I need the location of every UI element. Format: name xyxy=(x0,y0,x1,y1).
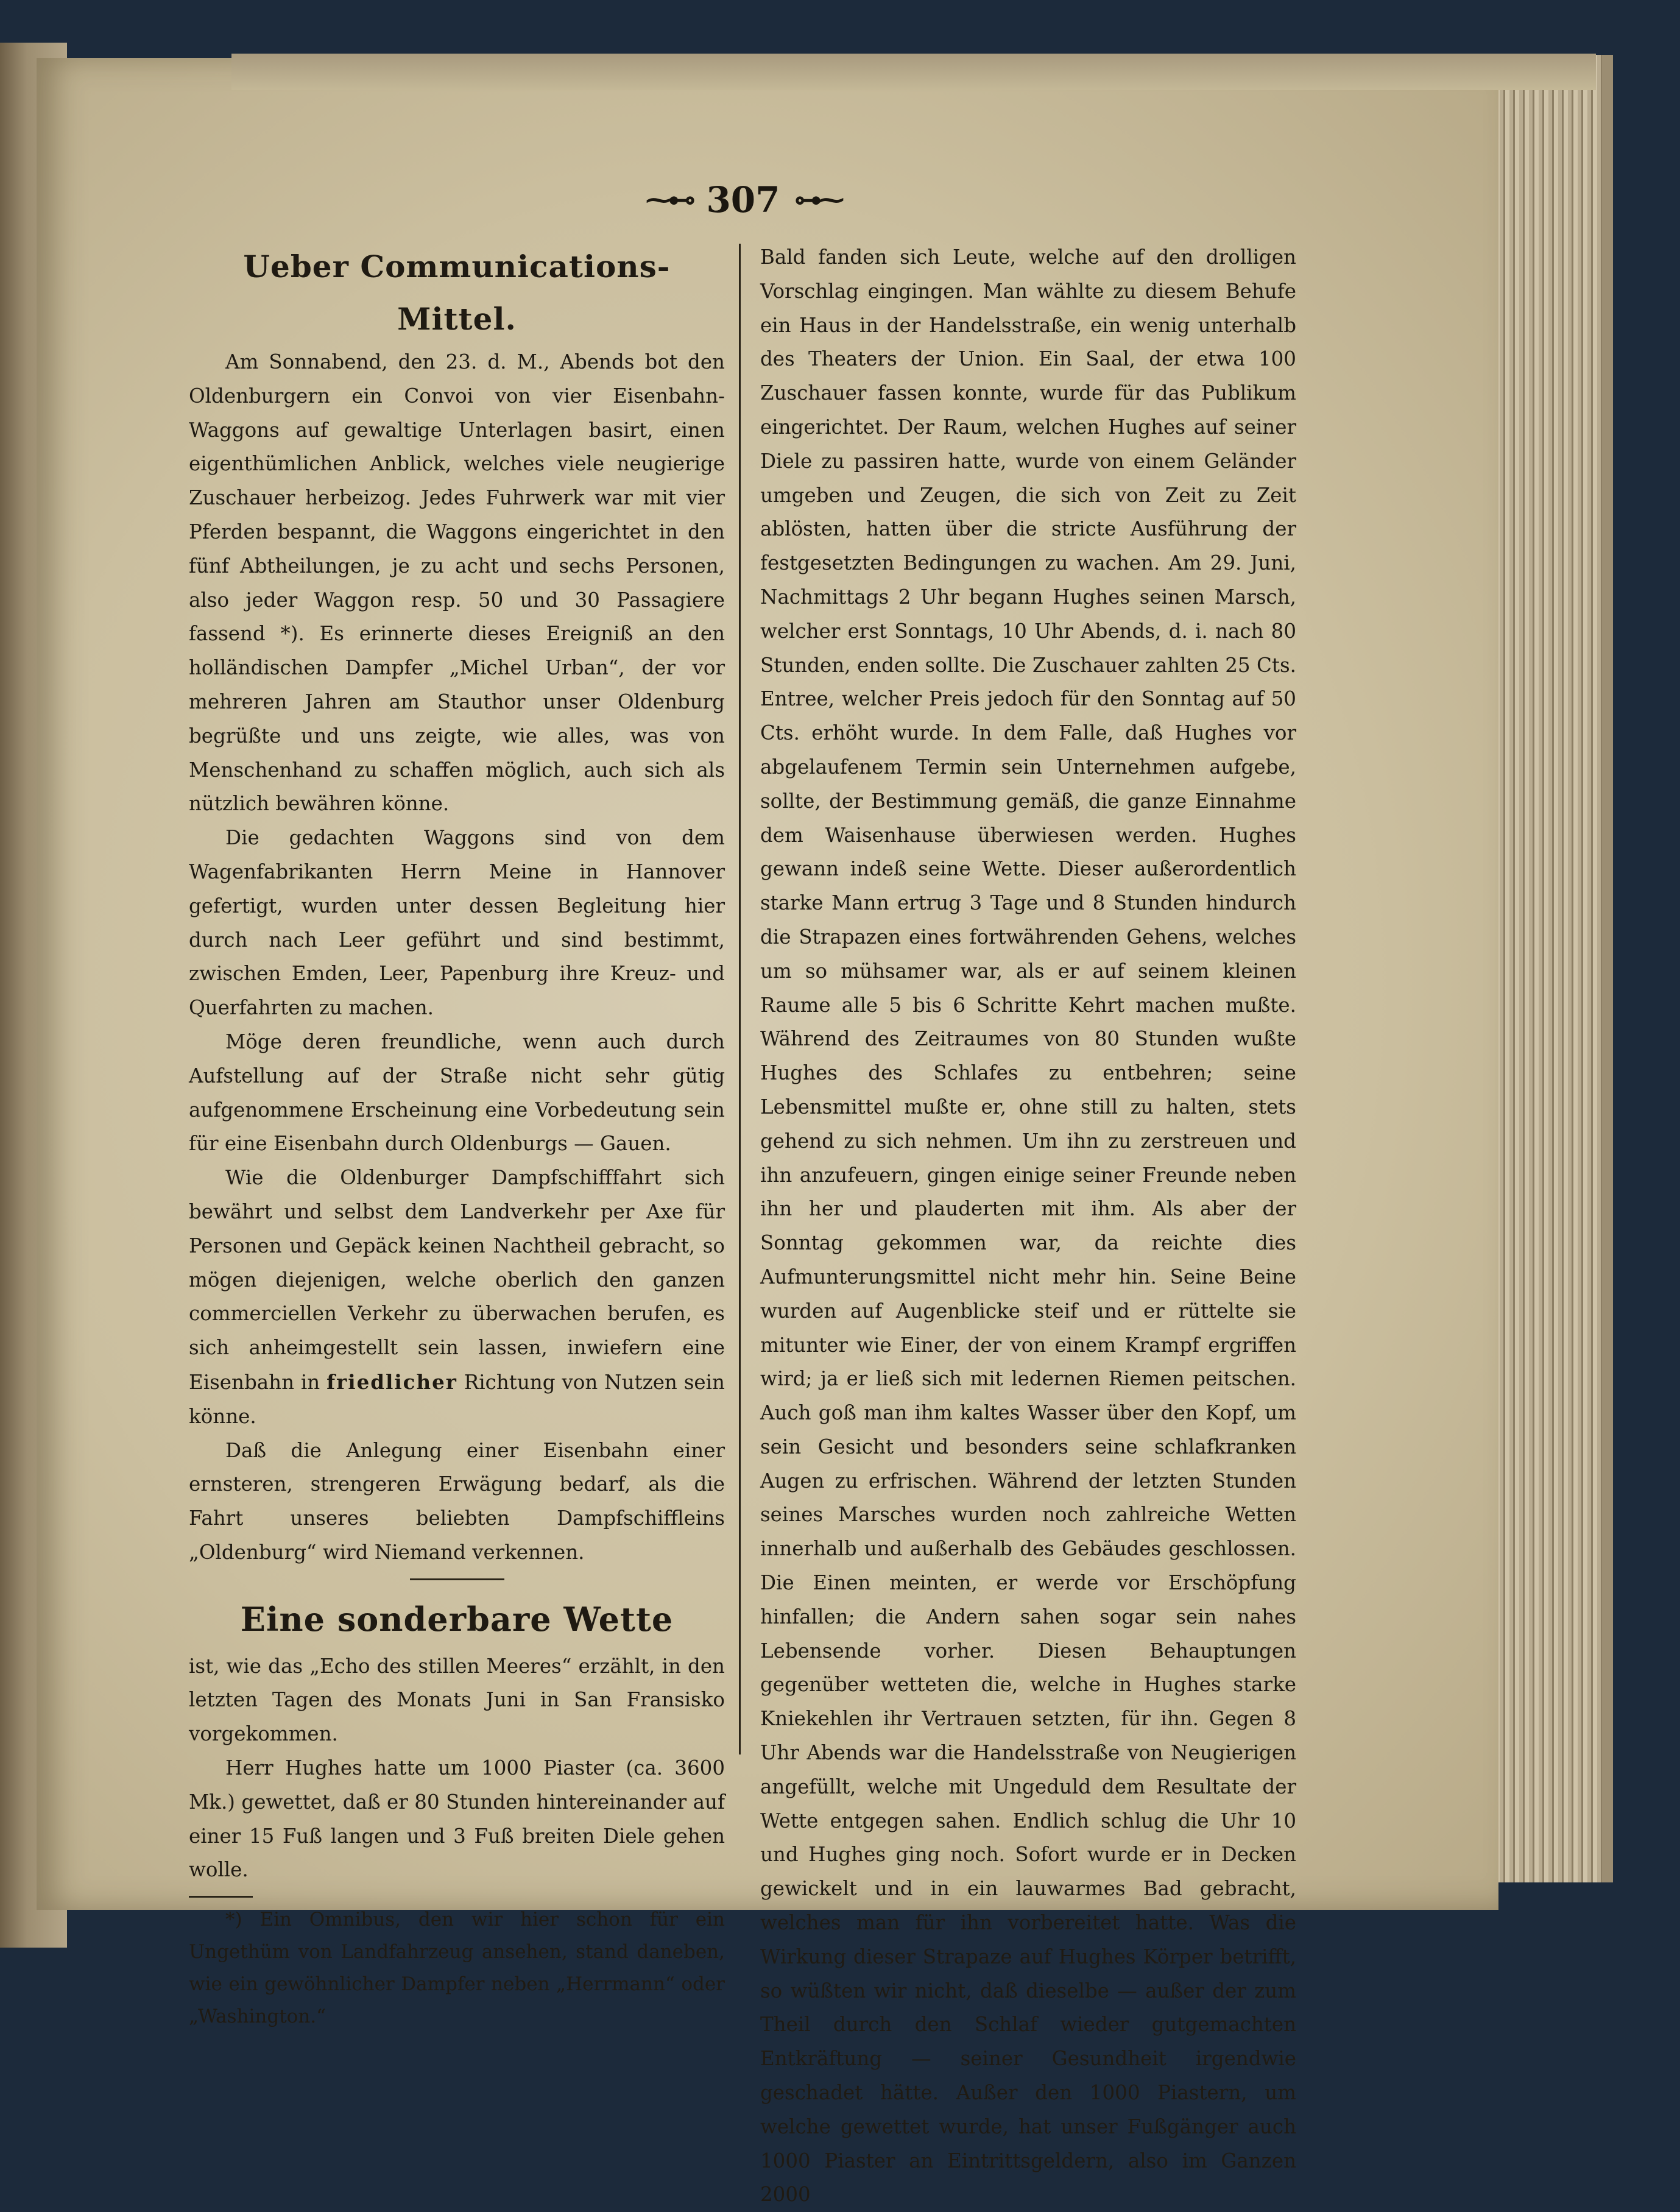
page-stack-edge xyxy=(1480,55,1613,1882)
ornament-left-icon: ⁓⊷ xyxy=(645,184,692,216)
footnote-rule xyxy=(189,1896,253,1898)
paragraph xyxy=(189,1161,725,1433)
left-column xyxy=(189,241,725,2033)
page-number-header xyxy=(615,175,871,224)
paragraph: Bald fanden sich Leute, welche auf den drolligen Vorschlag eingingen. Man wählte zu diesem Behufe ein Haus in der Handelsstraße, ein wenig unterhalb des Theaters der Union. Ein Saal, der etwa 100 Zuschauer fassen konnte, wurde für das Publikum eingerichtet. Der Raum, welchen Hughes auf seiner Diele zu passiren hatte, wurde von einem Geländer umgeben und Zeugen, die sich von Zeit zu Zeit ablösten, hatten über die stricte Ausführung der festgesetzten Bedingungen zu wachen. Am 29. Juni, Nachmittags 2 Uhr begann Hughes seinen Marsch, welcher erst Sonntags, 10 Uhr Abends, d. i. nach 80 Stunden, enden sollte. Die Zuschauer zahlten 25 Cts. Entree, welcher Preis jedoch für den Sonntag auf 50 Cts. erhöht wurde. In dem Falle, daß Hughes vor abgelaufenem Termin sein Unternehmen aufgebe, sollte, der Bestimmung gemäß, die ganze Einnahme dem Waisenhause überwiesen werden. Hughes gewann indeß seine Wette. Dieser außerordentlich starke Mann ertrug 3 Tage und 8 Stunden hindurch die Strapazen eines fortwährenden Gehens, welches um so mühsamer war, als er auf seinem kleinen Raume alle 5 bis 6 Schritte Kehrt machen mußte. Während des Zeitraumes von 80 Stunden wußte Hughes des Schlafes zu entbehren; seine Lebensmittel mußte er, ohne still zu halten, stets gehend zu sich nehmen. Um ihn zu zerstreuen und ihn anzufeuern, gingen einige seiner Freunde neben ihn her und plauderten mit ihm. Als aber der Sonntag gekommen war, da reichte dies Aufmunterungsmittel nicht mehr hin. Seine Beine wurden auf Augenblicke steif und er rüttelte sie mitunter wie Einer, der von einem Krampf ergriffen wird; ja er ließ sich mit ledernen Riemen peitschen. Auch goß man ihm kaltes Wasser über den Kopf, um sein Gesicht und besonders seine schlafkranken Augen zu erfrischen. Während der letzten Stunden seines Marsches wurden noch zahlreiche Wetten innerhalb und außerhalb des Gebäudes geschlossen. Die Einen meinten, er werde vor Erschöpfung hinfallen; die Andern sahen sogar sein nahes Lebensende vorher. Diesen Behauptungen gegenüber wetteten die, welche in Hughes starke Kniekehlen ihr Vertrauen setzten, für ihn. Gegen 8 Uhr Abends war die Handelsstraße von Neugierigen angefüllt, welche mit Ungeduld dem Resultate der Wette entgegen sahen. Endlich schlug die Uhr 10 und Hughes ging noch. Sofort wurde er in Decken gewickelt und in ein lauwarmes Bad gebracht, welches man für ihn vorbereitet hatte. Was die Wirkung dieser Strapaze auf Hughes Körper betrifft, so wüßten wir nicht, daß dieselbe — außer der zum Theil durch den Schlaf wieder gutgemachten Entkräftung — seiner Gesundheit irgendwie geschadet hätte. Außer den 1000 Piastern, um welche gewettet wurde, hat unser Fußgänger auch 1000 Piaster an Eintrittsgeldern, also im Ganzen 2000 xyxy=(760,246,1296,2207)
footnote: *) Ein Omnibus, den wir hier schon für ein Ungethüm von Landfahrzeug ansehen, stand daneben, wie ein gewöhnlicher Dampfer neben „Herrmann“ oder „Washington.“ xyxy=(189,1909,725,2028)
paragraph: Am Sonnabend, den 23. d. M., Abends bot den Oldenburgern ein Convoi von vier Eisenbahn-Waggons auf gewaltige Unterlagen basirt, einen eigenthümlichen Anblick, welches viele neugierige Zuschauer herbeizog. Jedes Fuhrwerk war mit vier Pferden bespannt, die Waggons eingerichtet in den fünf Abtheilungen, je zu acht und sechs Personen, also jeder Waggon resp. 50 und 30 Passagiere fassend *). Es erinnerte dieses Ereigniß an den holländischen Dampfer „Michel Urban“, der vor mehreren Jahren am Stauthor unser Oldenburg begrüßte und uns zeigte, wie alles, was von Menschenhand zu schaffen möglich, auch sich als nützlich bewähren könne. xyxy=(189,350,725,816)
ornament-right-icon: ⊶⁓ xyxy=(794,184,841,216)
article-separator xyxy=(410,1578,504,1580)
top-page-edge xyxy=(231,54,1596,90)
paragraph: Möge deren freundliche, wenn auch durch Aufstellung auf der Straße nicht sehr gütig aufgenommene Erscheinung eine Vorbedeutung sein für eine Eisenbahn durch Oldenburgs — Gauen. xyxy=(189,1030,725,1156)
column-divider xyxy=(739,244,741,1754)
text-run: Wie die Oldenburger Dampfschifffahrt sich bewährt und selbst dem Landverkehr per Axe für Personen und Gepäck keinen Nachtheil gebracht, so mögen diejenigen, welche oberlich den ganzen commerciellen Verkehr zu überwachen berufen, es sich anheimgestellt sein lassen, inwiefern eine Eisenbahn in xyxy=(189,1166,725,1394)
right-column xyxy=(760,241,1296,2212)
text-run: Richtung von Nutzen sein könne. xyxy=(189,1370,725,1428)
paragraph: Die gedachten Waggons sind von dem Wagenfabrikanten Herrn Meine in Hannover gefertigt, wurden unter dessen Begleitung hier durch nach Leer geführt und sind bestimmt, zwischen Emden, Leer, Papenburg ihre Kreuz- und Querfahrten zu machen. xyxy=(189,826,725,1020)
article-title-communications: Ueber Communications-Mittel. xyxy=(243,249,671,337)
paragraph: Herr Hughes hatte um 1000 Piaster (ca. 3600 Mk.) gewettet, daß er 80 Stunden hintereinander auf einer 15 Fuß langen und 3 Fuß breiten Diele gehen wolle. xyxy=(189,1756,725,1882)
paragraph: Daß die Anlegung einer Eisenbahn einer ernsteren, strengeren Erwägung bedarf, als die Fahrt unseres beliebten Dampfschiffleins „Oldenburg“ wird Niemand verkennen. xyxy=(189,1438,725,1564)
article-title-wette: Eine sonderbare Wette xyxy=(240,1599,674,1639)
paragraph: ist, wie das „Echo des stillen Meeres“ erzählt, in den letzten Tagen des Monats Juni in San Fransisko vorgekommen. xyxy=(189,1654,725,1746)
emphasized-word: friedlicher xyxy=(326,1369,457,1394)
page-number: 307 xyxy=(706,179,780,221)
